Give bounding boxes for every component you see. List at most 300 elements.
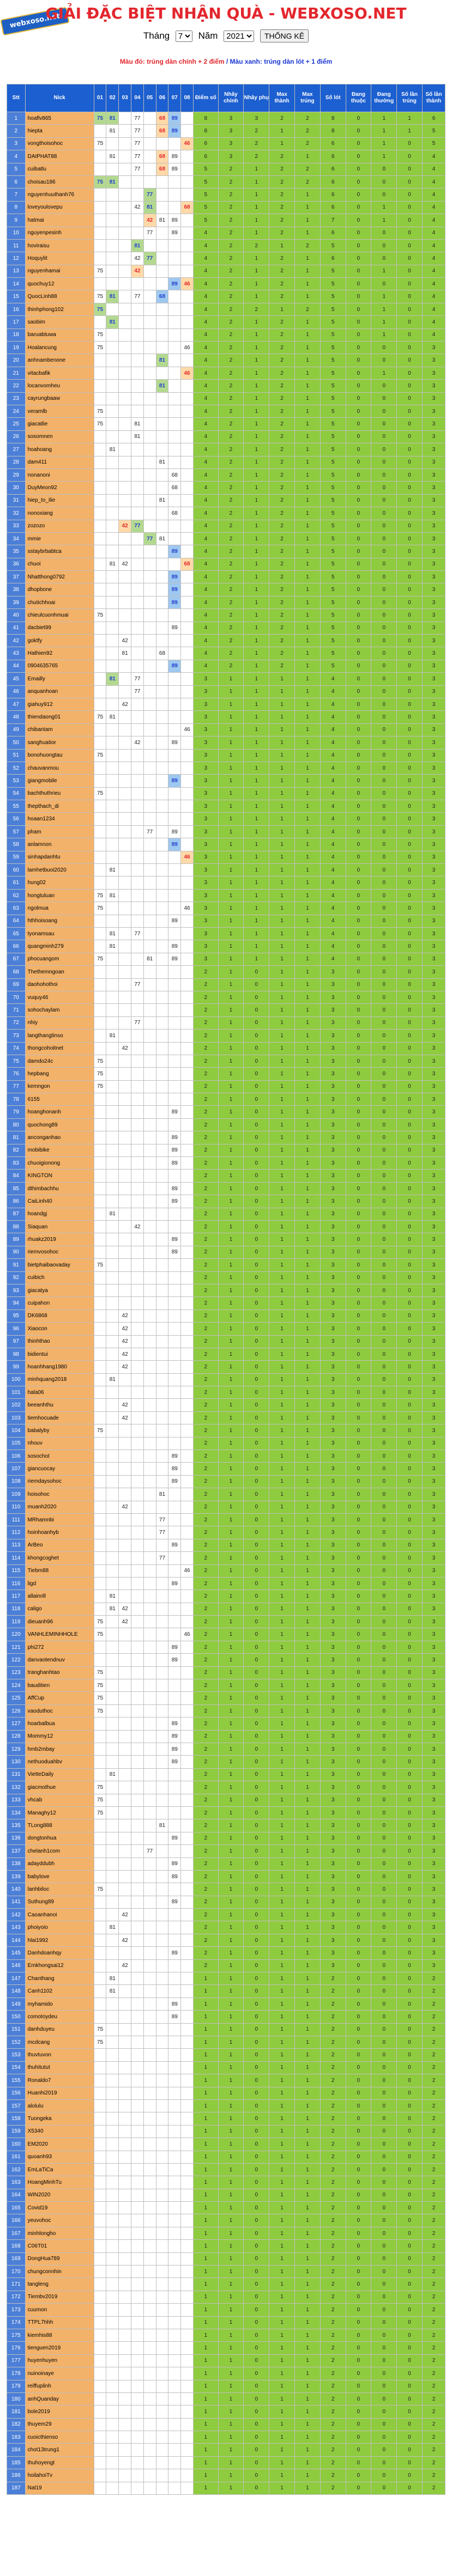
row-index: 130: [7, 1756, 26, 1768]
nick-cell[interactable]: nuinoinaye: [25, 2367, 94, 2380]
pick-cell: [156, 1195, 168, 1208]
nick-cell[interactable]: sinhapdanhtu: [25, 851, 94, 863]
nick-cell[interactable]: quochuy12: [25, 278, 94, 290]
stat-cell: 0: [346, 978, 371, 991]
nick-cell[interactable]: thinhthao: [25, 1335, 94, 1348]
nick-cell[interactable]: giacmothue: [25, 1781, 94, 1794]
nick-cell[interactable]: thuhitutut: [25, 2061, 94, 2074]
nick-cell[interactable]: hatmai: [25, 214, 94, 227]
nick-cell[interactable]: VietteDaily: [25, 1768, 94, 1781]
pick-cell: 42: [119, 1323, 131, 1335]
nick-cell[interactable]: Hoalancung: [25, 342, 94, 354]
pick-cell: [143, 2011, 156, 2023]
nick-cell[interactable]: hmb2mbay: [25, 1743, 94, 1756]
pick-cell: [156, 1692, 168, 1704]
nick-cell[interactable]: kemngon: [25, 1080, 94, 1093]
nick-cell[interactable]: cuipahon: [25, 1297, 94, 1310]
nick-cell[interactable]: quoanh93: [25, 2151, 94, 2163]
nick-cell[interactable]: Xiaocon: [25, 1323, 94, 1335]
nick-cell[interactable]: vitacbafik: [25, 367, 94, 379]
stat-cell: 0: [397, 1399, 423, 1411]
stat-cell: 1: [269, 2240, 295, 2252]
nick-cell[interactable]: kiemhis88: [25, 2329, 94, 2341]
stat-cell: 0: [371, 1603, 397, 1615]
stat-cell: 0: [371, 1641, 397, 1653]
stat-cell: 1: [294, 2278, 320, 2291]
nick-cell[interactable]: Hoquylit: [25, 252, 94, 265]
nick-cell[interactable]: TTPL7hhh: [25, 2316, 94, 2329]
nick-cell[interactable]: loveyoulovepu: [25, 201, 94, 214]
nick-cell[interactable]: Managhy12: [25, 1806, 94, 1819]
stat-cell: 1: [294, 290, 320, 303]
nick-cell[interactable]: giahuy912: [25, 698, 94, 710]
stat-cell: 1: [218, 2099, 244, 2112]
nick-cell[interactable]: bachthuthrieu: [25, 787, 94, 800]
pick-cell: 89: [168, 214, 181, 227]
pick-cell: [119, 2087, 131, 2099]
nick-cell[interactable]: cayrungbaaw: [25, 392, 94, 405]
pick-cell: [156, 583, 168, 596]
stat-cell: 1: [218, 2151, 244, 2163]
nick-cell[interactable]: daohohothoi: [25, 978, 94, 991]
nick-cell[interactable]: thuvtuvon: [25, 2049, 94, 2061]
stat-cell: 3: [320, 1806, 346, 1819]
nick-cell[interactable]: thiendaong01: [25, 711, 94, 723]
nick-cell[interactable]: hoanhhang1980: [25, 1361, 94, 1373]
nick-cell[interactable]: babalyby: [25, 1424, 94, 1437]
pick-cell: [119, 1526, 131, 1539]
nick-cell[interactable]: allainrill: [25, 1590, 94, 1603]
nick-cell[interactable]: riemvosohoc: [25, 1246, 94, 1258]
nick-cell[interactable]: cuoicthienso: [25, 2431, 94, 2444]
pick-cell: [94, 1284, 106, 1296]
nick-cell[interactable]: thepthach_di: [25, 800, 94, 813]
stat-cell: 1: [269, 838, 295, 851]
pick-cell: [156, 635, 168, 647]
nick-cell[interactable]: nhiy: [25, 1016, 94, 1029]
nick-cell[interactable]: hlai1992: [25, 1934, 94, 1946]
stat-cell: 3: [422, 800, 445, 813]
nick-cell[interactable]: lamhetbuoi2020: [25, 864, 94, 876]
nick-cell[interactable]: Canh1102: [25, 1985, 94, 1998]
pick-cell: [168, 354, 181, 367]
pick-cell: [131, 443, 143, 456]
nick-cell[interactable]: dhopbone: [25, 583, 94, 596]
stat-cell: 1: [218, 711, 244, 723]
stat-cell: 1: [244, 163, 269, 175]
nick-cell[interactable]: myhamido: [25, 1998, 94, 2010]
nick-cell[interactable]: sohochaylam: [25, 1004, 94, 1016]
nick-cell[interactable]: tyonamsau: [25, 928, 94, 940]
nick-cell[interactable]: chibantam: [25, 723, 94, 736]
nick-cell[interactable]: Hathien92: [25, 647, 94, 660]
nick-cell[interactable]: MRhamnbi: [25, 1513, 94, 1526]
pick-cell: [181, 1972, 194, 1985]
table-row: [7, 1832, 445, 1844]
nick-cell[interactable]: locanvomheu: [25, 380, 94, 392]
nick-cell[interactable]: 6155: [25, 1093, 94, 1106]
stat-cell: 0: [397, 1718, 423, 1730]
nick-cell[interactable]: DAIPHAT88: [25, 150, 94, 163]
nick-cell[interactable]: reiffuplinh: [25, 2380, 94, 2392]
nick-cell[interactable]: hoandgj: [25, 1208, 94, 1220]
nick-cell[interactable]: vongthoisohoc: [25, 137, 94, 150]
nick-cell[interactable]: chot13trung1: [25, 2444, 94, 2456]
nick-cell[interactable]: nguyenpesinh: [25, 227, 94, 239]
nick-cell[interactable]: 0904635765: [25, 660, 94, 672]
stat-cell: 2: [269, 290, 295, 303]
nick-cell[interactable]: hongtuluan: [25, 889, 94, 902]
nick-cell[interactable]: khongcoghet: [25, 1552, 94, 1564]
pick-cell: [94, 367, 106, 379]
nick-cell[interactable]: sosochot: [25, 1450, 94, 1463]
stat-cell: 1: [294, 1042, 320, 1055]
nick-cell[interactable]: WIN2020: [25, 2189, 94, 2201]
nick-cell[interactable]: chuoigionong: [25, 1157, 94, 1170]
stat-cell: 0: [346, 252, 371, 265]
nick-cell[interactable]: beeanhthu: [25, 1399, 94, 1411]
pick-cell: [168, 1220, 181, 1233]
nick-cell[interactable]: dthimbachhu: [25, 1182, 94, 1195]
row-index: 187: [7, 2482, 26, 2494]
nick-cell[interactable]: danhduyeu: [25, 2023, 94, 2036]
nick-cell[interactable]: veramlb: [25, 405, 94, 417]
nick-cell[interactable]: Mommy12: [25, 1730, 94, 1743]
stat-cell: 0: [346, 2252, 371, 2265]
pick-cell: [131, 1513, 143, 1526]
nick-cell[interactable]: dieuanh96: [25, 1616, 94, 1628]
nick-cell[interactable]: comotoydeu: [25, 2011, 94, 2023]
stat-cell: 0: [397, 201, 423, 214]
nick-cell[interactable]: mcdcang: [25, 2036, 94, 2048]
nick-cell[interactable]: Emailly: [25, 673, 94, 685]
pick-cell: 46: [181, 278, 194, 290]
nick-cell[interactable]: Ronaldo7: [25, 2074, 94, 2087]
nick-cell[interactable]: Nal19: [25, 2482, 94, 2494]
pick-cell: [94, 494, 106, 507]
pick-cell: [131, 1450, 143, 1463]
nick-cell[interactable]: anconganhao: [25, 1131, 94, 1144]
nick-cell[interactable]: giangmobile: [25, 775, 94, 787]
nick-cell[interactable]: yeuvohoc: [25, 2214, 94, 2227]
nick-cell[interactable]: zozozo: [25, 520, 94, 532]
nick-cell[interactable]: thuhoyengt: [25, 2456, 94, 2469]
stat-cell: 1: [218, 1806, 244, 1819]
pick-cell: [119, 736, 131, 749]
pick-cell: [131, 660, 143, 672]
stat-cell: 4: [193, 622, 218, 634]
nick-cell[interactable]: QuocLinh88: [25, 290, 94, 303]
pick-cell: [119, 2163, 131, 2176]
stat-cell: 0: [371, 532, 397, 545]
stat-cell: 0: [397, 2482, 423, 2494]
stat-cell: 2: [320, 2227, 346, 2239]
nick-cell[interactable]: anquanhoan: [25, 685, 94, 698]
nick-cell[interactable]: sosomnen: [25, 430, 94, 443]
nick-cell[interactable]: thuyem29: [25, 2418, 94, 2431]
nick-cell[interactable]: dam411: [25, 456, 94, 468]
nick-cell[interactable]: mobibike: [25, 1144, 94, 1156]
stat-cell: 3: [320, 1348, 346, 1360]
row-index: 177: [7, 2354, 26, 2367]
nick-cell[interactable]: ArBeo: [25, 1539, 94, 1551]
pick-cell: [131, 698, 143, 710]
year-select[interactable]: [224, 31, 254, 42]
stat-cell: 1: [294, 889, 320, 902]
pick-cell: [181, 2138, 194, 2151]
nick-cell[interactable]: cuumon: [25, 2304, 94, 2316]
nick-cell[interactable]: hung02: [25, 876, 94, 889]
nick-cell[interactable]: saobim: [25, 316, 94, 328]
nick-cell[interactable]: Tiebm88: [25, 1564, 94, 1577]
stat-cell: 1: [294, 736, 320, 749]
pick-cell: [131, 1819, 143, 1832]
nick-cell[interactable]: C06T01: [25, 2240, 94, 2252]
pick-cell: [94, 1411, 106, 1424]
nick-cell[interactable]: anhQuanday: [25, 2392, 94, 2405]
pick-cell: 89: [168, 1718, 181, 1730]
pick-cell: [168, 1616, 181, 1628]
pick-cell: [156, 2266, 168, 2278]
nick-cell[interactable]: Huanhi2019: [25, 2087, 94, 2099]
nick-cell[interactable]: thongcohoitnet: [25, 1042, 94, 1055]
nick-cell[interactable]: riemdaysohoc: [25, 1475, 94, 1488]
nick-cell[interactable]: hoinhoanhyb: [25, 1526, 94, 1539]
nick-cell[interactable]: hoanghonanh: [25, 1106, 94, 1118]
nick-cell[interactable]: bole2019: [25, 2406, 94, 2418]
pick-cell: [181, 609, 194, 622]
nick-cell[interactable]: sanghuatior: [25, 736, 94, 749]
nick-cell[interactable]: bauditien: [25, 1679, 94, 1692]
pick-cell: [168, 1526, 181, 1539]
stat-cell: 1: [218, 1552, 244, 1564]
stat-cell: 1: [218, 2367, 244, 2380]
nick-cell[interactable]: tiemhocuade: [25, 1411, 94, 1424]
pick-cell: [119, 2418, 131, 2431]
pick-cell: [119, 2227, 131, 2239]
stat-cell: 2: [269, 583, 295, 596]
nick-cell[interactable]: pham: [25, 825, 94, 838]
nick-cell[interactable]: hoahoang: [25, 443, 94, 456]
nick-cell[interactable]: DongHua789: [25, 2252, 94, 2265]
nick-cell[interactable]: nonoxiang: [25, 507, 94, 520]
nick-cell[interactable]: huyenhuyen: [25, 2354, 94, 2367]
stat-cell: 0: [244, 1972, 269, 1985]
nick-cell[interactable]: danvaotendnuv: [25, 1654, 94, 1666]
nick-cell[interactable]: rhuakz2019: [25, 1233, 94, 1246]
pick-cell: [143, 1488, 156, 1501]
pick-cell: [143, 1603, 156, 1615]
nick-cell[interactable]: X5340: [25, 2125, 94, 2137]
nick-cell[interactable]: minhquang2018: [25, 1373, 94, 1386]
stat-cell: 1: [269, 825, 295, 838]
nick-cell[interactable]: VANHLEMINHHOLE: [25, 1628, 94, 1641]
nick-cell[interactable]: chungconnhin: [25, 2266, 94, 2278]
nick-cell[interactable]: hoaflv865: [25, 112, 94, 125]
nick-cell[interactable]: Tuongeka: [25, 2112, 94, 2125]
nick-cell[interactable]: ligd: [25, 1577, 94, 1590]
nick-cell[interactable]: AffCup: [25, 1692, 94, 1704]
nick-cell[interactable]: nethuoduahbv: [25, 1756, 94, 1768]
nick-cell[interactable]: minhlongho: [25, 2227, 94, 2239]
row-index: 151: [7, 2023, 26, 2036]
nick-cell[interactable]: hoisohoc: [25, 1488, 94, 1501]
stat-cell: 0: [346, 290, 371, 303]
nick-cell[interactable]: Emkhongsai12: [25, 1959, 94, 1972]
site-logo[interactable]: webxoso.net: [0, 7, 69, 35]
nick-cell[interactable]: goktfy: [25, 635, 94, 647]
stat-cell: 1: [269, 928, 295, 940]
nick-cell[interactable]: TLong888: [25, 1819, 94, 1832]
nick-cell[interactable]: DuyMeon92: [25, 482, 94, 494]
pick-cell: [94, 1654, 106, 1666]
stat-cell: 1: [371, 290, 397, 303]
nick-cell[interactable]: vuquy46: [25, 991, 94, 1003]
stat-cell: 0: [346, 2049, 371, 2061]
nick-cell[interactable]: nguyenhamai: [25, 265, 94, 277]
nick-cell[interactable]: KINGTON: [25, 1170, 94, 1182]
pick-cell: 75: [94, 342, 106, 354]
nick-cell[interactable]: tranghanhtao: [25, 1666, 94, 1679]
pick-cell: 75: [94, 265, 106, 277]
stat-cell: 1: [269, 2061, 295, 2074]
nick-cell[interactable]: Suthung89: [25, 1896, 94, 1908]
nick-cell[interactable]: hthhoisoang: [25, 915, 94, 927]
nick-cell[interactable]: hoviraisu: [25, 239, 94, 252]
nick-cell[interactable]: mmie: [25, 532, 94, 545]
nick-cell[interactable]: chauvanmou: [25, 762, 94, 774]
nick-cell[interactable]: hepbang: [25, 1068, 94, 1080]
stat-cell: 3: [320, 1692, 346, 1704]
nick-cell[interactable]: Caoanhanoi: [25, 1909, 94, 1921]
pick-cell: [156, 2202, 168, 2214]
nick-cell[interactable]: Danhdoanhqy: [25, 1947, 94, 1959]
stat-cell: 2: [193, 1182, 218, 1195]
pick-cell: [106, 1488, 119, 1501]
month-select[interactable]: [176, 31, 192, 42]
nick-cell[interactable]: cuibatlu: [25, 163, 94, 175]
nick-cell[interactable]: dongtonhua: [25, 1832, 94, 1844]
stat-cell: 0: [371, 2240, 397, 2252]
nick-cell[interactable]: vaoduthoc: [25, 1704, 94, 1717]
stat-cell: 1: [218, 966, 244, 978]
nick-cell[interactable]: bietphaibaovaday: [25, 1259, 94, 1271]
stat-cell: 0: [371, 1437, 397, 1450]
nick-cell[interactable]: Tiembv2019: [25, 2291, 94, 2303]
nick-cell[interactable]: babylove: [25, 1870, 94, 1883]
nick-cell[interactable]: dacbiet99: [25, 622, 94, 634]
stat-cell: 1: [218, 2444, 244, 2456]
nick-cell[interactable]: Siaquan: [25, 1220, 94, 1233]
stat-cell: 2: [269, 328, 295, 341]
nick-cell[interactable]: Thethemngoan: [25, 966, 94, 978]
nick-cell[interactable]: CaiLinh40: [25, 1195, 94, 1208]
stat-cell: 0: [244, 1730, 269, 1743]
nick-cell[interactable]: thinhphong102: [25, 303, 94, 315]
nick-cell[interactable]: adayddubh: [25, 1858, 94, 1870]
submit-button[interactable]: THỐNG KÊ: [260, 29, 309, 42]
stat-cell: 6: [320, 137, 346, 150]
nick-cell[interactable]: phi272: [25, 1641, 94, 1653]
nick-cell[interactable]: muanh2020: [25, 1501, 94, 1513]
nick-cell[interactable]: caligo: [25, 1603, 94, 1615]
nick-cell[interactable]: cuibich: [25, 1271, 94, 1284]
nick-cell[interactable]: ngolmua: [25, 902, 94, 915]
stat-cell: 1: [244, 711, 269, 723]
stat-cell: 0: [346, 1577, 371, 1590]
nick-cell[interactable]: DK6868: [25, 1310, 94, 1322]
nick-cell[interactable]: phoiyoio: [25, 1921, 94, 1934]
nick-cell[interactable]: bonohuongtau: [25, 749, 94, 762]
nick-cell[interactable]: baruabtuwa: [25, 328, 94, 341]
stat-cell: 1: [397, 125, 423, 137]
nick-cell[interactable]: tienguen2019: [25, 2342, 94, 2354]
stat-cell: 0: [244, 1297, 269, 1310]
nick-cell[interactable]: bidientui: [25, 1348, 94, 1360]
nick-cell[interactable]: phocuangom: [25, 953, 94, 965]
nick-cell[interactable]: giancuocay: [25, 1463, 94, 1475]
stat-cell: 1: [269, 1692, 295, 1704]
pick-cell: [106, 1463, 119, 1475]
nick-cell[interactable]: sstaybrbabtca: [25, 545, 94, 558]
nick-cell[interactable]: hoarbalbua: [25, 1718, 94, 1730]
nick-cell[interactable]: nonanoni: [25, 468, 94, 481]
stat-cell: 1: [193, 2011, 218, 2023]
nick-cell[interactable]: chieulcuonhmuai: [25, 609, 94, 622]
nick-cell[interactable]: langthangtinso: [25, 1030, 94, 1042]
pick-cell: [143, 1819, 156, 1832]
nick-cell[interactable]: choisau186: [25, 175, 94, 188]
nick-cell[interactable]: nhouv: [25, 1437, 94, 1450]
nick-cell[interactable]: Covid19: [25, 2202, 94, 2214]
nick-cell[interactable]: quangminh279: [25, 940, 94, 953]
nick-cell[interactable]: chelanh1com: [25, 1845, 94, 1858]
nick-cell[interactable]: quochong89: [25, 1118, 94, 1131]
nick-cell[interactable]: hiepta: [25, 125, 94, 137]
nick-cell[interactable]: hiep_to_ilie: [25, 494, 94, 507]
stat-cell: 2: [193, 1411, 218, 1424]
nick-cell[interactable]: chuoi: [25, 558, 94, 570]
nick-cell[interactable]: anlamnon: [25, 838, 94, 851]
pick-cell: [131, 494, 143, 507]
nick-cell[interactable]: chutichhoai: [25, 596, 94, 608]
nick-cell[interactable]: hoilahoiTv: [25, 2469, 94, 2482]
table-row: [7, 813, 445, 825]
nick-cell[interactable]: alolulu: [25, 2099, 94, 2112]
nick-cell[interactable]: Nhatthong0792: [25, 571, 94, 583]
nick-cell[interactable]: hoaan1234: [25, 813, 94, 825]
nick-cell[interactable]: EmLaTiCa: [25, 2163, 94, 2176]
nick-cell[interactable]: anhnambenone: [25, 354, 94, 367]
pick-cell: 42: [119, 1603, 131, 1615]
stat-cell: 0: [371, 851, 397, 863]
nick-cell[interactable]: HoangMinhTu: [25, 2176, 94, 2189]
stat-cell: 0: [346, 2380, 371, 2392]
nick-cell[interactable]: lanhbiloc: [25, 1883, 94, 1896]
nick-cell[interactable]: Chanthang: [25, 1972, 94, 1985]
nick-cell[interactable]: nguyenhuuthanh76: [25, 188, 94, 201]
nick-cell[interactable]: tangleng: [25, 2278, 94, 2291]
nick-cell[interactable]: giacatya: [25, 1284, 94, 1296]
stat-cell: 1: [294, 1335, 320, 1348]
stat-cell: 0: [371, 775, 397, 787]
stat-cell: 4: [320, 876, 346, 889]
nick-cell[interactable]: EM2020: [25, 2138, 94, 2151]
nick-cell[interactable]: damdo24c: [25, 1055, 94, 1067]
nick-cell[interactable]: hala06: [25, 1386, 94, 1399]
nick-cell[interactable]: giacatlie: [25, 418, 94, 430]
nick-cell[interactable]: vhcab: [25, 1794, 94, 1806]
